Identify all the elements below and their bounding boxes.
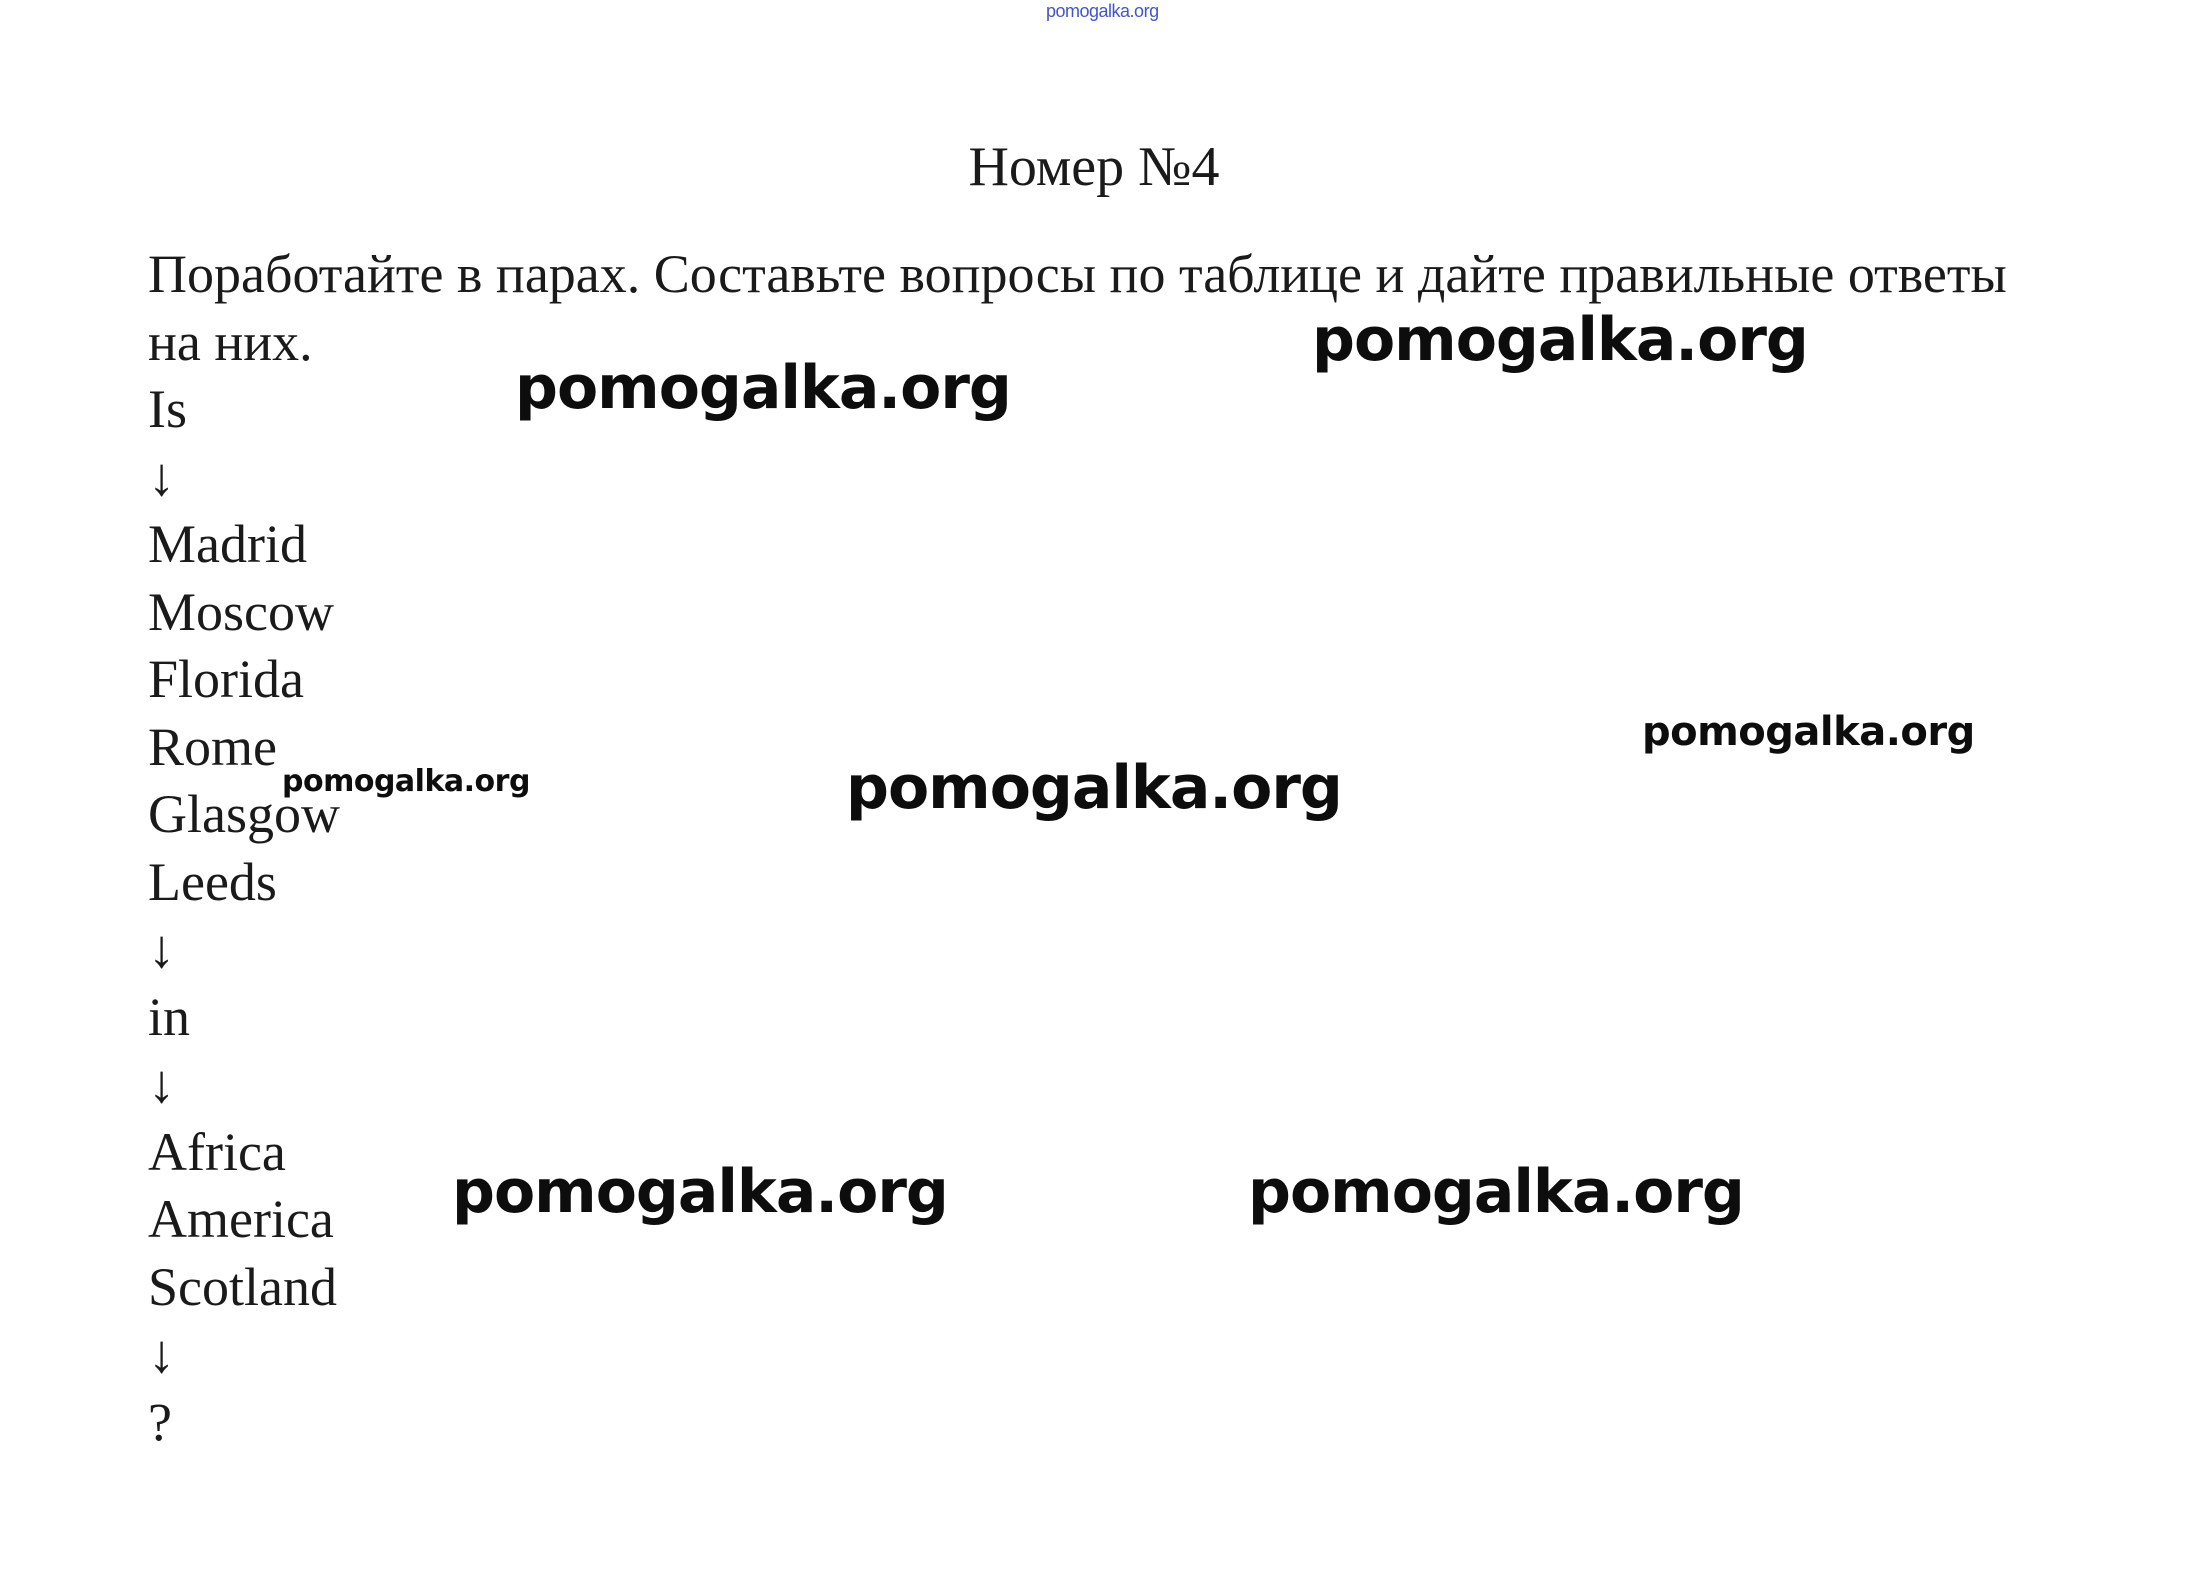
- watermark: pomogalka.org: [452, 1157, 948, 1227]
- exercise-line: Leeds: [148, 851, 277, 912]
- exercise-line: Scotland: [148, 1256, 337, 1317]
- page-title: Номер №4: [968, 136, 1220, 198]
- exercise-line: Glasgow: [148, 784, 340, 844]
- exercise-line: Rome: [148, 716, 277, 777]
- watermark: pomogalka.org: [282, 764, 530, 799]
- exercise-line: in: [148, 986, 191, 1047]
- exercise-line: ↓: [148, 1054, 175, 1114]
- exercise-line: Moscow: [148, 581, 334, 642]
- exercise-line: ↓: [148, 446, 175, 507]
- exercise-line: Madrid: [148, 514, 307, 574]
- site-mark: pomogalka.org: [1046, 1, 1159, 21]
- exercise-lines: [148, 376, 948, 1456]
- exercise-line: Africa: [148, 1121, 286, 1182]
- watermark: pomogalka.org: [1642, 709, 1975, 755]
- exercise-line: Is: [148, 379, 187, 439]
- exercise-line: ?: [148, 1391, 172, 1452]
- watermark: pomogalka.org: [1312, 305, 1808, 375]
- exercise-line: ↓: [148, 919, 175, 979]
- watermark: pomogalka.org: [515, 353, 1011, 423]
- task-instruction: Поработайте в парах. Составьте вопросы по таблице и дайте правильные ответы на них.: [148, 244, 2007, 372]
- watermark: pomogalka.org: [846, 753, 1342, 823]
- exercise-line: America: [148, 1189, 334, 1249]
- watermark: pomogalka.org: [1248, 1157, 1744, 1227]
- exercise-line: Florida: [148, 649, 304, 709]
- exercise-line: ↓: [148, 1324, 175, 1384]
